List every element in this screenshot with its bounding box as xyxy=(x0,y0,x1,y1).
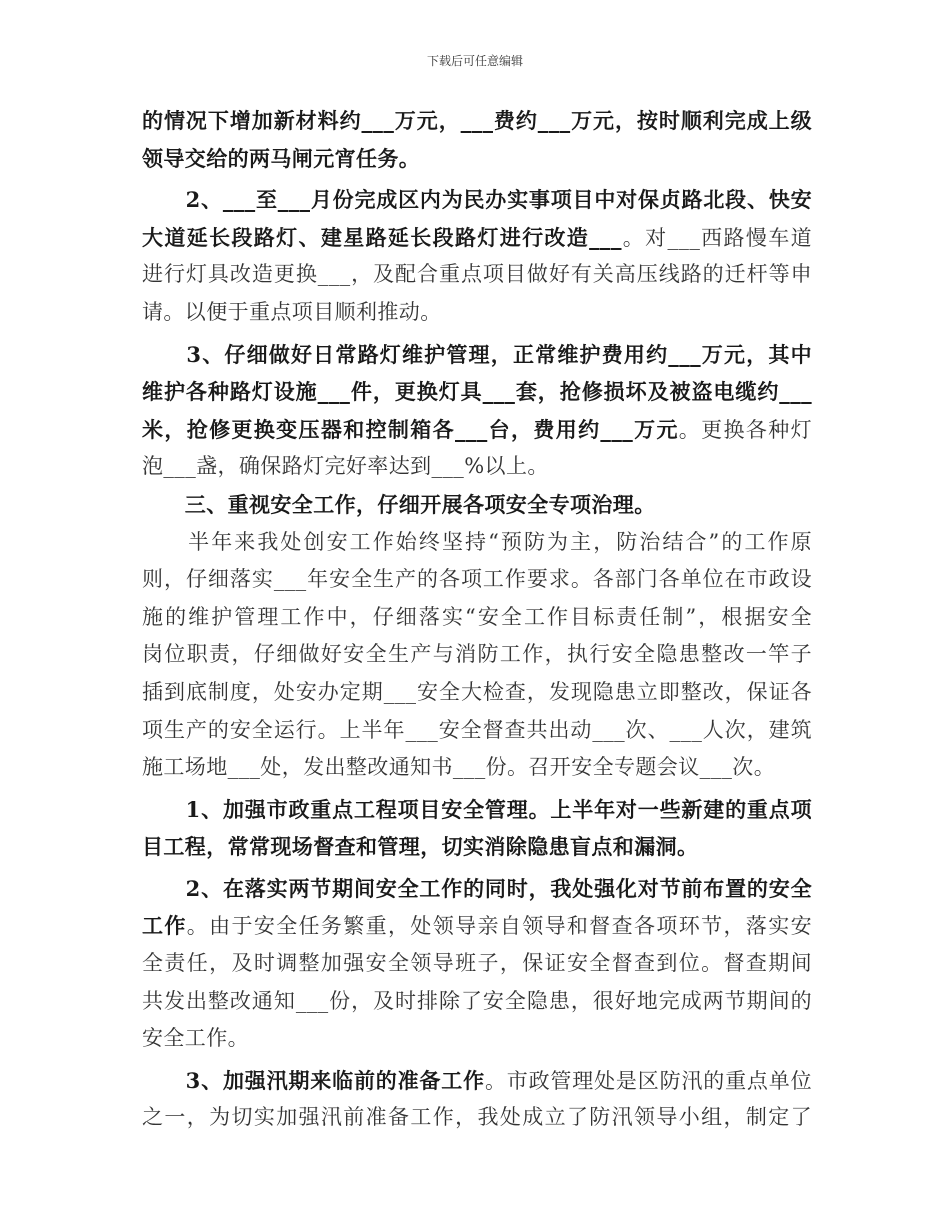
text-segment: 安全工作。 xyxy=(142,1026,249,1051)
text-line xyxy=(142,140,812,178)
page-header-note: 下载后可任意编辑 xyxy=(426,54,523,68)
text-line xyxy=(142,791,812,829)
text-line xyxy=(142,636,812,674)
text-segment: 半年来我处创安工作始终坚持“预防为主，防治结合”的工作原 xyxy=(142,529,812,554)
text-line xyxy=(142,828,812,866)
text-segment: 。市政管理处是区防汛的重点单位 xyxy=(484,1068,812,1093)
text-line xyxy=(142,945,812,983)
text-segment: 则，仔细落实___年安全生产的各项工作要求。各部门各单位在市政设 xyxy=(142,567,812,592)
bold-text-segment: 大道延长段路灯、建星路延长段路灯进行改造___ xyxy=(142,224,622,250)
text-segment: 岗位职责，仔细做好安全生产与消防工作，执行安全隐患整改一竿子 xyxy=(142,642,812,667)
text-line xyxy=(142,219,812,257)
text-line xyxy=(142,1099,812,1137)
document-body xyxy=(142,102,812,1137)
text-segment: 之一，为切实加强汛前准备工作，我处成立了防汛领导小组，制定了 xyxy=(142,1105,812,1130)
text-line xyxy=(142,1062,812,1100)
text-segment: 施的维护管理工作中，仔细落实“安全工作目标责任制”，根据安全 xyxy=(142,604,812,629)
text-segment: 共发出整改通知___份，及时排除了安全隐患，很好地完成两节期间的 xyxy=(142,988,812,1013)
text-segment: 。由于安全任务繁重，处领导亲自领导和督查各项环节，落实安 xyxy=(186,914,812,939)
text-segment: 。更换各种灯 xyxy=(678,417,812,442)
text-line xyxy=(142,749,812,787)
text-segment: 施工场地___处，发出整改通知书___份。召开安全专题会议___次。 xyxy=(142,755,776,780)
bold-text-segment: 三、重视安全工作，仔细开展各项安全专项治理。 xyxy=(142,491,656,517)
text-line xyxy=(142,336,812,374)
text-line xyxy=(142,870,812,908)
text-segment: 插到底制度，处安办定期___安全大检查，发现隐患立即整改，保证各 xyxy=(142,679,812,704)
text-segment: 泡___盏，确保路灯完好率达到___%以上。 xyxy=(142,454,549,479)
bold-text-segment: 米，抢修更换变压器和控制箱各___台，费用约___万元 xyxy=(142,416,679,442)
text-line xyxy=(142,674,812,712)
text-line xyxy=(142,712,812,750)
text-line xyxy=(142,486,812,524)
text-line xyxy=(142,102,812,140)
bold-text-segment: 2、___至___月份完成区内为民办实事项目中对保贞路北段、快安 xyxy=(142,187,812,213)
text-line xyxy=(142,524,812,562)
bold-text-segment: 2、在落实两节期间安全工作的同时，我处强化对节前布置的安全 xyxy=(142,875,812,901)
text-line xyxy=(142,561,812,599)
text-segment: 全责任，及时调整加强安全领导班子，保证安全督查到位。督查期间 xyxy=(142,951,812,976)
bold-text-segment: 3、仔细做好日常路灯维护管理，正常维护费用约___万元，其中 xyxy=(142,341,812,367)
text-line xyxy=(142,983,812,1021)
text-line xyxy=(142,907,812,945)
text-line xyxy=(142,373,812,411)
bold-text-segment: 的情况下增加新材料约___万元，___费约___万元，按时顺利完成上级 xyxy=(142,108,812,133)
text-segment: 。对___西路慢车道 xyxy=(621,225,812,250)
text-line xyxy=(142,1020,812,1058)
text-line xyxy=(142,181,812,219)
text-segment: 进行灯具改造更换___，及配合重点项目做好有关高压线路的迁杆等申 xyxy=(142,262,812,287)
bold-text-segment: 领导交给的两马闸元宵任务。 xyxy=(142,145,421,171)
text-segment: 项生产的安全运行。上半年___安全督查共出动___次、___人次，建筑 xyxy=(142,717,812,742)
text-segment: 请。以便于重点项目顺利推动。 xyxy=(142,299,442,324)
bold-text-segment: 1、加强市政重点工程项目安全管理。上半年对一些新建的重点项 xyxy=(142,796,812,822)
bold-text-segment: 目工程，常常现场督查和管理，切实消除隐患盲点和漏洞。 xyxy=(142,834,699,860)
text-line xyxy=(142,411,812,449)
bold-text-segment: 工作 xyxy=(142,913,187,939)
text-line xyxy=(142,256,812,294)
text-line xyxy=(142,448,812,486)
text-line xyxy=(142,294,812,332)
text-line xyxy=(142,599,812,637)
bold-text-segment: 维护各种路灯设施___件，更换灯具___套，抢修损坏及被盗电缆约___ xyxy=(142,379,812,405)
bold-text-segment: 3、加强汛期来临前的准备工作 xyxy=(142,1067,485,1093)
